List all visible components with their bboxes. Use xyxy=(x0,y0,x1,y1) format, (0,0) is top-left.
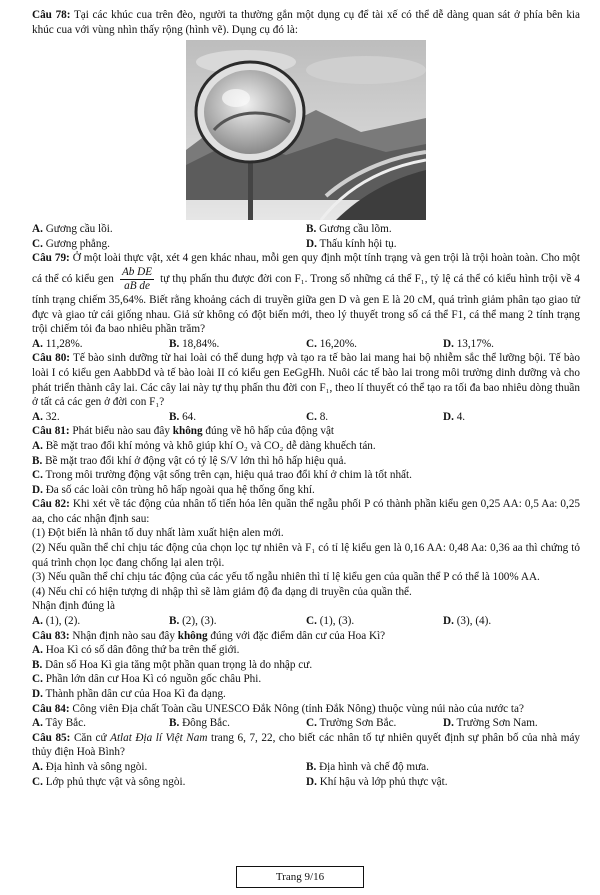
option-c[interactable]: C. Trường Sơn Bắc. xyxy=(306,717,397,730)
option-b[interactable]: B. Dân số Hoa Kì gia tăng một phần quan trọng là do nhập cư. xyxy=(32,658,313,671)
option-c[interactable]: C. (1), (3). xyxy=(306,615,355,628)
options-row xyxy=(32,337,580,352)
page-content xyxy=(32,8,580,789)
fraction-numerator: Ab DE xyxy=(121,265,153,278)
question-text: Ở một loài thực vật, xét 4 gen khác nhau, mỗi gen quy định một tính trạng và gen trội là trội hoàn toàn. Cho một cá thể có kiểu gen xyxy=(32,252,581,286)
options-row xyxy=(32,614,580,629)
option-d[interactable]: D. Khí hậu và lớp phủ thực vật. xyxy=(306,775,448,788)
options-row xyxy=(32,222,580,237)
option-b[interactable]: B. Bề mặt trao đổi khí ở động vật có tỷ lệ S/V lớn thì hô hấp hiệu quả. xyxy=(32,454,347,467)
option-a[interactable]: A. 11,28%. xyxy=(32,337,83,350)
question-number: Câu 81: xyxy=(32,425,70,438)
option-a[interactable]: A. Tây Bắc. xyxy=(32,717,86,730)
option-d[interactable]: D. Trường Sơn Nam. xyxy=(443,717,538,730)
question-number: Câu 85: xyxy=(32,731,71,744)
question-number: Câu 83: xyxy=(32,629,70,642)
option-b[interactable]: B. Đông Bắc. xyxy=(169,717,230,730)
question-number: Câu 79: xyxy=(32,252,70,265)
option-a[interactable]: A. 32. xyxy=(32,410,60,423)
question-number: Câu 82: xyxy=(32,498,70,511)
question-number: Câu 84: xyxy=(32,702,70,715)
question-text: Công viên Địa chất Toàn cầu UNESCO Đắk Nông (tỉnh Đắk Nông) thuộc vùng núi nào của nước ta? xyxy=(72,702,524,715)
option-a[interactable]: A. Gương cầu lồi. xyxy=(32,223,113,236)
option-b[interactable]: B. (2), (3). xyxy=(169,615,217,628)
option-c[interactable]: C. Lớp phủ thực vật và sông ngòi. xyxy=(32,775,186,788)
option-a[interactable]: A. (1), (2). xyxy=(32,615,81,628)
question-text: Căn cứ xyxy=(73,731,107,744)
question-82 xyxy=(32,497,580,526)
question-83 xyxy=(32,629,580,644)
question-84 xyxy=(32,702,580,717)
question-text: Phát biểu nào sau đây xyxy=(72,425,170,438)
question-78 xyxy=(32,8,580,37)
option-d[interactable]: D. (3), (4). xyxy=(443,615,492,628)
option-b[interactable]: B. Địa hình và chế độ mưa. xyxy=(306,760,429,773)
question-79 xyxy=(32,251,580,336)
question-85 xyxy=(32,731,580,760)
page-number: Trang 9/16 xyxy=(236,866,364,888)
question-number: Câu 80: xyxy=(32,352,71,365)
option-c[interactable]: C. Trong môi trường động vật sống trên cạn, hiệu quả trao đổi khí ở chim là tốt nhất. xyxy=(32,469,412,482)
question-text: cá thể có kiểu hình trội về 4 tính trạng chiếm 35,64%. Biết rằng khoảng cách di truyền giữa gen D và gen E là 20 cM, quá trình giảm phân tạo giao tử đực và giao tử cái giống nhau. Giả sử không có đột biến mới, theo lý thuyết trong số cá thể F1, cá thể mang 2 tính trạng trội chiếm tỏi đa bao nhiêu phần trăm? xyxy=(32,273,581,336)
options-row xyxy=(32,775,580,790)
option-a[interactable]: A. Bề mặt trao đổi khí mỏng và khô giúp khí O₂ và CO₂ dễ dàng khuếch tán. xyxy=(32,439,376,452)
emphasis-text: không xyxy=(177,629,208,642)
option-a[interactable]: A. Hoa Kì có số dân đông thứ ba trên thế giới. xyxy=(32,644,240,657)
question-text: Tế bào sinh dưỡng từ hai loài có thể dung hợp và tạo ra tế bào lai mang hai bộ nhiễm sắc thể lưỡng bội. Tế bào loài I có kiểu gen AabbDd và tế bào loài II có kiểu gen EeGgHh. Nuôi các tế bào lai trong môi trường dinh dưỡng và cho phát triển thành cây lai. Các cây lai này tự thụ phấn thu đời con F₁, theo lí thuyết có thể tạo ra tối đa bao nhiêu dòng thuần ở tất cả các gen ở đời con F₁? xyxy=(32,352,580,409)
option-c[interactable]: C. Phần lớn dân cư Hoa Kì có nguồn gốc châu Phi. xyxy=(32,673,262,686)
question-number: Câu 78: xyxy=(32,9,71,21)
question-text: Tại các khúc cua trên đèo, người ta thường gắn một dụng cụ để tài xế có thể dễ dàng quan sát ở phía bên kia khúc cua với vùng nhìn thấy rộng (hình vẽ). Dụng cụ đó là: xyxy=(32,9,580,36)
option-d[interactable]: D. Đa số các loài côn trùng hô hấp ngoài qua hệ thống ống khí. xyxy=(32,483,315,496)
fraction-denominator: aB de xyxy=(124,279,150,292)
options-row xyxy=(32,760,580,775)
figure-wrapper xyxy=(32,40,580,220)
option-b[interactable]: B. 64. xyxy=(169,410,197,423)
question-text: trang 6, 7, 22, cho biết các nhân tố tự nhiên quyết định sự phân bố của nhà máy thủy điện Hoà Bình? xyxy=(32,731,581,759)
question-text: tự thụ phấn thu được đời con F₁. Trong số những cá thể F₁, tỷ lệ xyxy=(160,273,451,286)
convex-mirror-photo xyxy=(186,40,426,220)
option-c[interactable]: C. 8. xyxy=(306,410,329,423)
option-b[interactable]: B. 18,84%. xyxy=(169,337,220,350)
option-c[interactable]: C. 16,20%. xyxy=(306,337,357,350)
emphasis-text: không xyxy=(172,425,203,438)
option-d[interactable]: D. 4. xyxy=(443,410,466,423)
option-d[interactable]: D. Thấu kính hội tụ. xyxy=(306,237,397,250)
option-b[interactable]: B. Gương cầu lõm. xyxy=(306,223,392,236)
options-row xyxy=(32,410,580,425)
options-row xyxy=(32,716,580,731)
atlas-title: Atlat Địa lí Việt Nam xyxy=(110,731,208,744)
question-text: đúng với đặc điểm dân cư của Hoa Kì? xyxy=(210,629,386,642)
statement-3: (3) Nếu quần thể chỉ chịu tác động của các yếu tố ngẫu nhiên thì tỉ lệ kiểu gen của quần thể P có thể là 100% AA. xyxy=(32,571,540,584)
option-a[interactable]: A. Địa hình và sông ngòi. xyxy=(32,760,148,773)
option-d[interactable]: D. Thành phần dân cư của Hoa Kì đa dạng. xyxy=(32,688,226,700)
option-d[interactable]: D. 13,17%. xyxy=(443,337,494,350)
option-c[interactable]: C. Gương phẳng. xyxy=(32,237,110,250)
statement-2: (2) Nếu quần thể chỉ chịu tác động của chọn lọc tự nhiên và F₁ có tỉ lệ kiểu gen là 0,16 AA: 0,48 Aa: 0,36 aa thì chứng tỏ quá trình chọn lọc đang chống lại alen trội. xyxy=(32,542,580,569)
statement-1: (1) Đột biến là nhân tố duy nhất làm xuất hiện alen mới. xyxy=(32,527,284,540)
question-80 xyxy=(32,351,580,409)
statement-4: (4) Nếu chỉ có hiện tượng di nhập thì sẽ làm giảm độ đa dạng di truyền của quần thể. xyxy=(32,585,412,598)
question-81 xyxy=(32,424,580,439)
question-text: đúng về hô hấp của động vật xyxy=(205,425,335,438)
options-row xyxy=(32,237,580,252)
question-text: Nhận định nào sau đây xyxy=(72,629,175,642)
genotype-fraction xyxy=(120,266,154,293)
question-text: Khi xét về tác động của nhân tố tiến hóa lên quần thể ngẫu phối P có thành phần kiểu gen 0,25 AA: 0,5 Aa: 0,25 aa, cho các nhận định sau: xyxy=(32,498,581,525)
question-prompt: Nhận định đúng là xyxy=(32,600,115,613)
